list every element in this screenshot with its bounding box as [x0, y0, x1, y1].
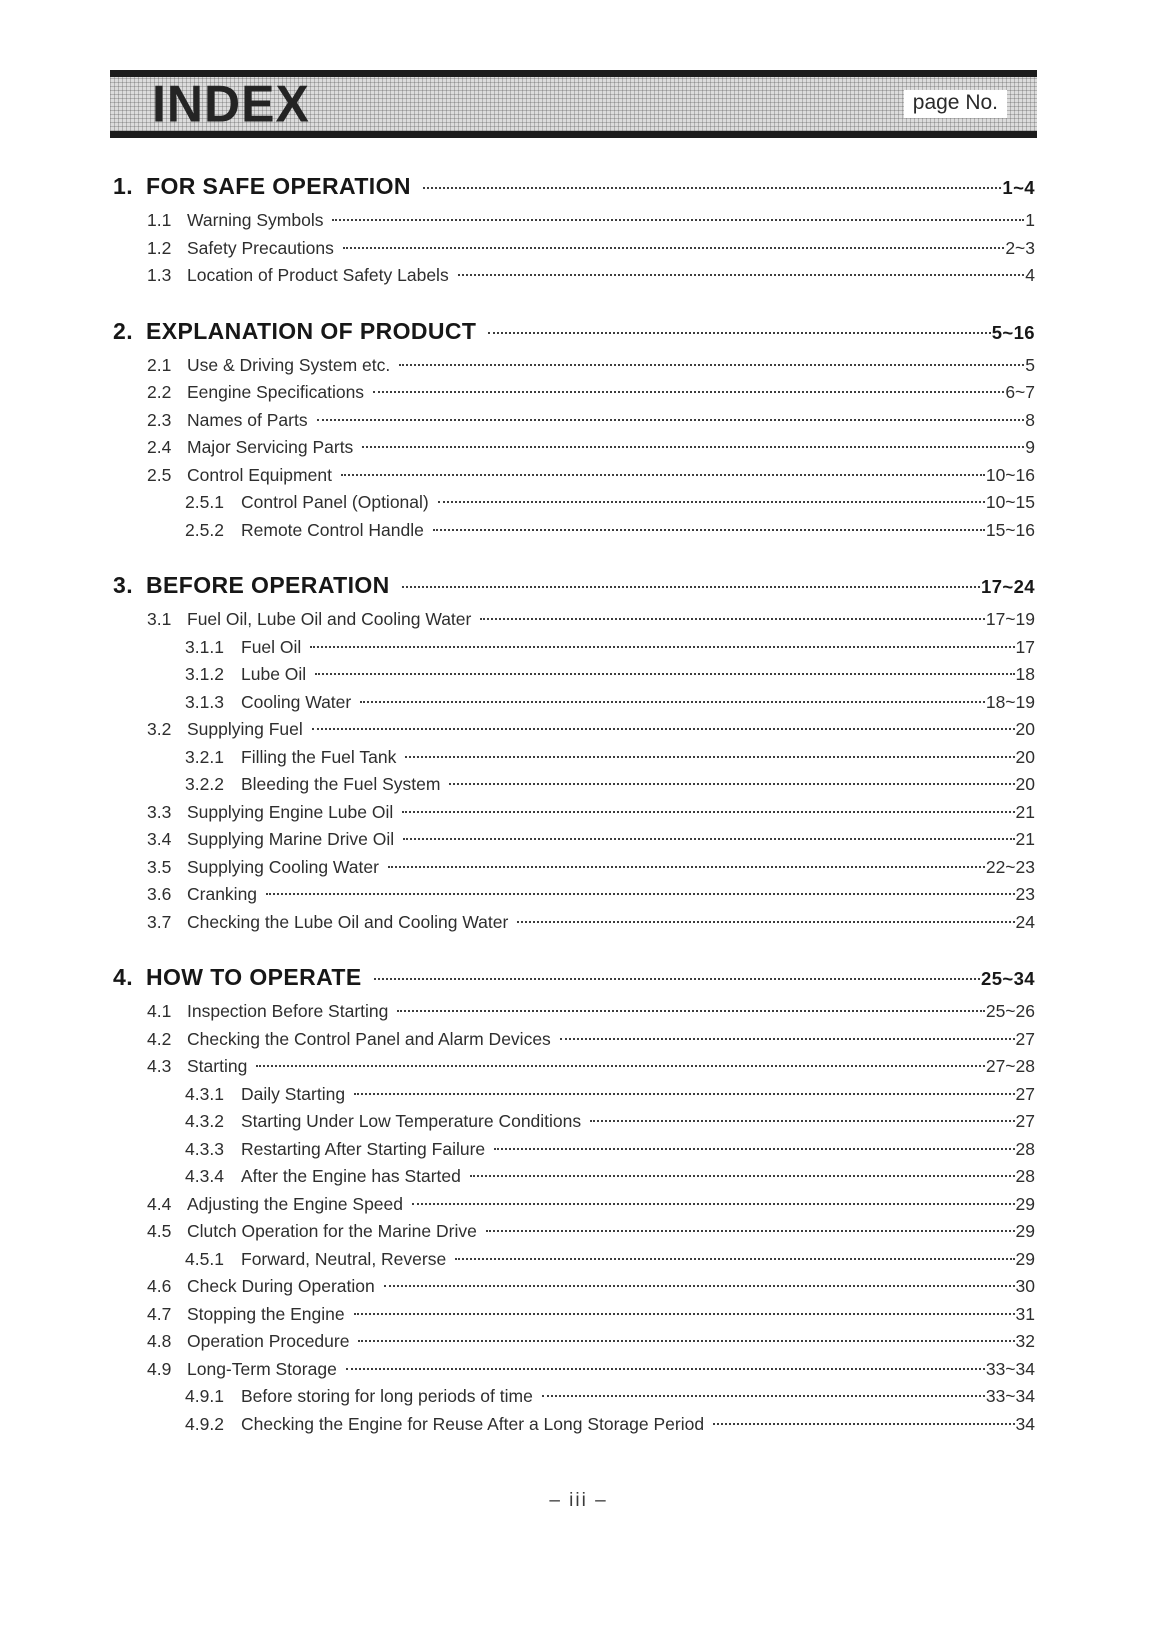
entry-page-range: 17~19 — [985, 609, 1035, 629]
entry-number: 3.1 — [147, 609, 172, 629]
entry-title: Supplying Engine Lube Oil — [187, 801, 394, 822]
entry-number: 4.9.2 — [185, 1413, 224, 1434]
toc-entry — [113, 517, 1035, 545]
entry-page-range: 9 — [1025, 437, 1035, 457]
entry-page-range: 21 — [1015, 801, 1035, 822]
toc-entry — [113, 1328, 1035, 1356]
entry-number: 2.5.2 — [185, 519, 224, 540]
entry-page-range: 18~19 — [985, 691, 1035, 712]
dot-leader — [517, 921, 1014, 923]
entry-page-range: 2~3 — [1005, 237, 1035, 258]
entry-number: 3.3 — [147, 801, 172, 822]
entry-page-range: 20 — [1015, 774, 1035, 794]
toc-entry-section — [113, 315, 1035, 349]
entry-page-range: 21 — [1015, 829, 1035, 849]
dot-leader — [402, 586, 980, 588]
dot-leader — [449, 783, 1014, 785]
entry-page-range: 27~28 — [985, 1056, 1035, 1076]
entry-title: HOW TO OPERATE — [146, 964, 362, 990]
dot-leader — [438, 501, 985, 503]
entry-page-range: 10~16 — [985, 464, 1035, 485]
entry-number: 1.2 — [147, 237, 172, 258]
entry-title: Warning Symbols — [187, 210, 324, 230]
dot-leader — [405, 756, 1014, 758]
toc-section — [113, 569, 1035, 936]
entry-title: Long-Term Storage — [187, 1358, 337, 1379]
entry-page-range: 33~34 — [985, 1358, 1035, 1379]
toc-entry — [113, 998, 1035, 1026]
toc-entry — [113, 909, 1035, 937]
entry-page-range: 25~26 — [985, 1001, 1035, 1021]
dot-leader — [315, 673, 1014, 675]
toc-entry-section — [113, 569, 1035, 603]
entry-number: 4.5.1 — [185, 1248, 224, 1269]
toc-entry — [113, 489, 1035, 517]
dot-leader — [402, 811, 1014, 813]
dot-leader — [341, 474, 985, 476]
toc-entry — [113, 716, 1035, 744]
entry-title: Control Panel (Optional) — [241, 492, 429, 512]
entry-number: 4.3.4 — [185, 1166, 224, 1186]
entry-number: 4.5 — [147, 1221, 172, 1241]
dot-leader — [312, 728, 1015, 730]
entry-number: 4.7 — [147, 1303, 172, 1324]
entry-title: Cooling Water — [241, 691, 352, 712]
toc-entry — [113, 1356, 1035, 1384]
entry-page-range: 18 — [1015, 664, 1035, 684]
entry-number: 4.3.2 — [185, 1111, 224, 1131]
entry-number: 4. — [113, 964, 133, 990]
dot-leader — [433, 529, 985, 531]
dot-leader — [470, 1175, 1015, 1177]
entry-number: 3.4 — [147, 829, 172, 849]
entry-number: 2.5 — [147, 464, 172, 485]
entry-title: Fuel Oil — [241, 636, 302, 657]
toc-entry — [113, 1411, 1035, 1439]
toc-entry — [113, 462, 1035, 490]
page-footer: – iii – — [549, 1490, 608, 1511]
entry-page-range: 20 — [1015, 746, 1035, 767]
entry-title: Starting Under Low Temperature Conditions — [241, 1111, 582, 1131]
dot-leader — [374, 978, 980, 980]
dot-leader — [486, 1230, 1015, 1232]
toc-entry — [113, 826, 1035, 854]
entry-title: Eengine Specifications — [187, 382, 365, 402]
entry-page-range: 4 — [1025, 265, 1035, 285]
dot-leader — [423, 187, 1002, 189]
entry-number: 3.2 — [147, 719, 172, 739]
entry-title: FOR SAFE OPERATION — [146, 173, 411, 199]
dot-leader — [488, 332, 990, 334]
dot-leader — [256, 1065, 985, 1067]
entry-title: Clutch Operation for the Marine Drive — [187, 1221, 477, 1241]
dot-leader — [266, 893, 1014, 895]
entry-title: Checking the Lube Oil and Cooling Water — [187, 911, 509, 932]
dot-leader — [310, 646, 1014, 648]
entry-page-range: 24 — [1015, 911, 1035, 932]
dot-leader — [494, 1148, 1014, 1150]
entry-number: 2.1 — [147, 354, 172, 375]
entry-title: Daily Starting — [241, 1083, 346, 1104]
entry-title: Major Servicing Parts — [187, 437, 354, 457]
entry-page-range: 17 — [1015, 636, 1035, 657]
dot-leader — [590, 1120, 1014, 1122]
entry-number: 2.3 — [147, 409, 172, 430]
entry-title: BEFORE OPERATION — [146, 572, 390, 598]
dot-leader — [354, 1093, 1014, 1095]
entry-number: 4.3.3 — [185, 1138, 224, 1159]
entry-title: Starting — [187, 1056, 248, 1076]
dot-leader — [560, 1038, 1015, 1040]
toc-entry — [113, 352, 1035, 380]
entry-title: After the Engine has Started — [241, 1166, 461, 1186]
entry-number: 1. — [113, 173, 133, 199]
entry-page-range: 1~4 — [1002, 177, 1035, 198]
entry-number: 1.1 — [147, 210, 172, 230]
entry-page-range: 25~34 — [981, 968, 1035, 989]
toc-entry — [113, 854, 1035, 882]
toc-entry — [113, 1301, 1035, 1329]
toc-entry — [113, 1053, 1035, 1081]
entry-page-range: 28 — [1015, 1138, 1035, 1159]
toc-entry — [113, 262, 1035, 290]
toc-entry — [113, 1026, 1035, 1054]
toc-entry — [113, 661, 1035, 689]
dot-leader — [455, 1258, 1014, 1260]
dot-leader — [346, 1368, 985, 1370]
toc-entry-section — [113, 961, 1035, 995]
toc-entry — [113, 744, 1035, 772]
entry-number: 4.4 — [147, 1193, 172, 1214]
toc-entry — [113, 1081, 1035, 1109]
entry-title: Control Equipment — [187, 464, 332, 485]
entry-title: Supplying Cooling Water — [187, 856, 379, 877]
entry-number: 2. — [113, 317, 133, 344]
toc-section — [113, 315, 1035, 545]
dot-leader — [399, 364, 1024, 366]
dot-leader — [384, 1285, 1015, 1287]
entry-title: Before storing for long periods of time — [241, 1386, 533, 1406]
toc-entry — [113, 634, 1035, 662]
entry-page-range: 5 — [1025, 354, 1035, 375]
dot-leader — [354, 1313, 1015, 1315]
page-no-label: page No. — [904, 90, 1007, 118]
entry-number: 4.3.1 — [185, 1083, 224, 1104]
entry-title: Bleeding the Fuel System — [241, 774, 441, 794]
entry-page-range: 23 — [1015, 884, 1035, 904]
entry-title: Location of Product Safety Labels — [187, 265, 449, 285]
dot-leader — [360, 701, 985, 703]
toc-entry — [113, 1191, 1035, 1219]
entry-page-range: 32 — [1015, 1331, 1035, 1351]
toc-entry — [113, 606, 1035, 634]
entry-title: Operation Procedure — [187, 1331, 350, 1351]
entry-title: Check During Operation — [187, 1276, 375, 1296]
entry-title: Checking the Engine for Reuse After a Long Storage Period — [241, 1413, 705, 1434]
table-of-contents — [113, 170, 1035, 1438]
entry-number: 3.1.2 — [185, 664, 224, 684]
entry-title: Safety Precautions — [187, 237, 334, 258]
dot-leader — [480, 618, 984, 620]
entry-page-range: 27 — [1015, 1028, 1035, 1049]
entry-title: Checking the Control Panel and Alarm Devices — [187, 1028, 551, 1049]
entry-title: EXPLANATION OF PRODUCT — [146, 317, 477, 344]
entry-page-range: 29 — [1015, 1248, 1035, 1269]
entry-page-range: 8 — [1025, 409, 1035, 430]
entry-number: 3.2.1 — [185, 746, 224, 767]
toc-entry — [113, 1273, 1035, 1301]
dot-leader — [388, 866, 985, 868]
index-header-banner — [110, 70, 1037, 138]
entry-title: Adjusting the Engine Speed — [187, 1193, 403, 1214]
dot-leader — [397, 1010, 984, 1012]
entry-page-range: 20 — [1015, 719, 1035, 739]
toc-entry — [113, 1246, 1035, 1274]
entry-page-range: 27 — [1015, 1111, 1035, 1131]
toc-entry — [113, 207, 1035, 235]
entry-number: 4.2 — [147, 1028, 172, 1049]
entry-title: Filling the Fuel Tank — [241, 746, 397, 767]
entry-title: Supplying Marine Drive Oil — [187, 829, 395, 849]
entry-page-range: 10~15 — [985, 492, 1035, 512]
entry-page-range: 29 — [1015, 1193, 1035, 1214]
dot-leader — [373, 391, 1004, 393]
entry-page-range: 22~23 — [985, 856, 1035, 877]
entry-number: 4.3 — [147, 1056, 172, 1076]
entry-page-range: 27 — [1015, 1083, 1035, 1104]
dot-leader — [362, 446, 1024, 448]
entry-number: 2.4 — [147, 437, 172, 457]
index-title: INDEX — [152, 74, 310, 134]
entry-page-range: 6~7 — [1005, 382, 1035, 402]
entry-number: 3.2.2 — [185, 774, 224, 794]
entry-page-range: 30 — [1015, 1276, 1035, 1296]
dot-leader — [713, 1423, 1014, 1425]
entry-page-range: 1 — [1025, 210, 1035, 230]
dot-leader — [317, 419, 1025, 421]
entry-number: 4.8 — [147, 1331, 172, 1351]
toc-entry — [113, 771, 1035, 799]
entry-number: 2.2 — [147, 382, 172, 402]
toc-entry — [113, 1218, 1035, 1246]
entry-number: 4.6 — [147, 1276, 172, 1296]
entry-number: 4.9 — [147, 1358, 172, 1379]
entry-number: 4.9.1 — [185, 1386, 224, 1406]
entry-title: Use & Driving System etc. — [187, 354, 391, 375]
entry-page-range: 29 — [1015, 1221, 1035, 1241]
dot-leader — [542, 1395, 985, 1397]
entry-title: Fuel Oil, Lube Oil and Cooling Water — [187, 609, 472, 629]
entry-page-range: 17~24 — [981, 576, 1035, 597]
toc-entry — [113, 235, 1035, 263]
entry-title: Names of Parts — [187, 409, 308, 430]
entry-number: 3. — [113, 572, 133, 598]
toc-entry — [113, 379, 1035, 407]
entry-page-range: 28 — [1015, 1166, 1035, 1186]
entry-page-range: 15~16 — [985, 519, 1035, 540]
entry-title: Remote Control Handle — [241, 519, 424, 540]
entry-number: 3.5 — [147, 856, 172, 877]
toc-entry — [113, 881, 1035, 909]
entry-number: 2.5.1 — [185, 492, 224, 512]
dot-leader — [358, 1340, 1014, 1342]
entry-number: 3.1.1 — [185, 636, 224, 657]
toc-entry — [113, 1108, 1035, 1136]
dot-leader — [343, 247, 1004, 249]
dot-leader — [412, 1203, 1015, 1205]
entry-page-range: 31 — [1015, 1303, 1035, 1324]
toc-entry — [113, 1163, 1035, 1191]
entry-title: Supplying Fuel — [187, 719, 303, 739]
toc-section — [113, 170, 1035, 290]
entry-number: 3.7 — [147, 911, 172, 932]
toc-entry — [113, 434, 1035, 462]
entry-title: Cranking — [187, 884, 258, 904]
entry-number: 1.3 — [147, 265, 172, 285]
toc-entry — [113, 407, 1035, 435]
toc-entry-section — [113, 170, 1035, 204]
dot-leader — [332, 219, 1024, 221]
dot-leader — [403, 838, 1014, 840]
entry-title: Forward, Neutral, Reverse — [241, 1248, 447, 1269]
toc-entry — [113, 1383, 1035, 1411]
dot-leader — [458, 274, 1025, 276]
entry-page-range: 5~16 — [991, 321, 1035, 343]
entry-number: 3.1.3 — [185, 691, 224, 712]
entry-page-range: 34 — [1015, 1413, 1035, 1434]
entry-title: Lube Oil — [241, 664, 307, 684]
entry-title: Restarting After Starting Failure — [241, 1138, 486, 1159]
toc-entry — [113, 1136, 1035, 1164]
entry-number: 4.1 — [147, 1001, 172, 1021]
entry-title: Stopping the Engine — [187, 1303, 345, 1324]
toc-section — [113, 961, 1035, 1438]
toc-entry — [113, 799, 1035, 827]
entry-title: Inspection Before Starting — [187, 1001, 389, 1021]
toc-entry — [113, 689, 1035, 717]
entry-number: 3.6 — [147, 884, 172, 904]
entry-page-range: 33~34 — [985, 1386, 1035, 1406]
